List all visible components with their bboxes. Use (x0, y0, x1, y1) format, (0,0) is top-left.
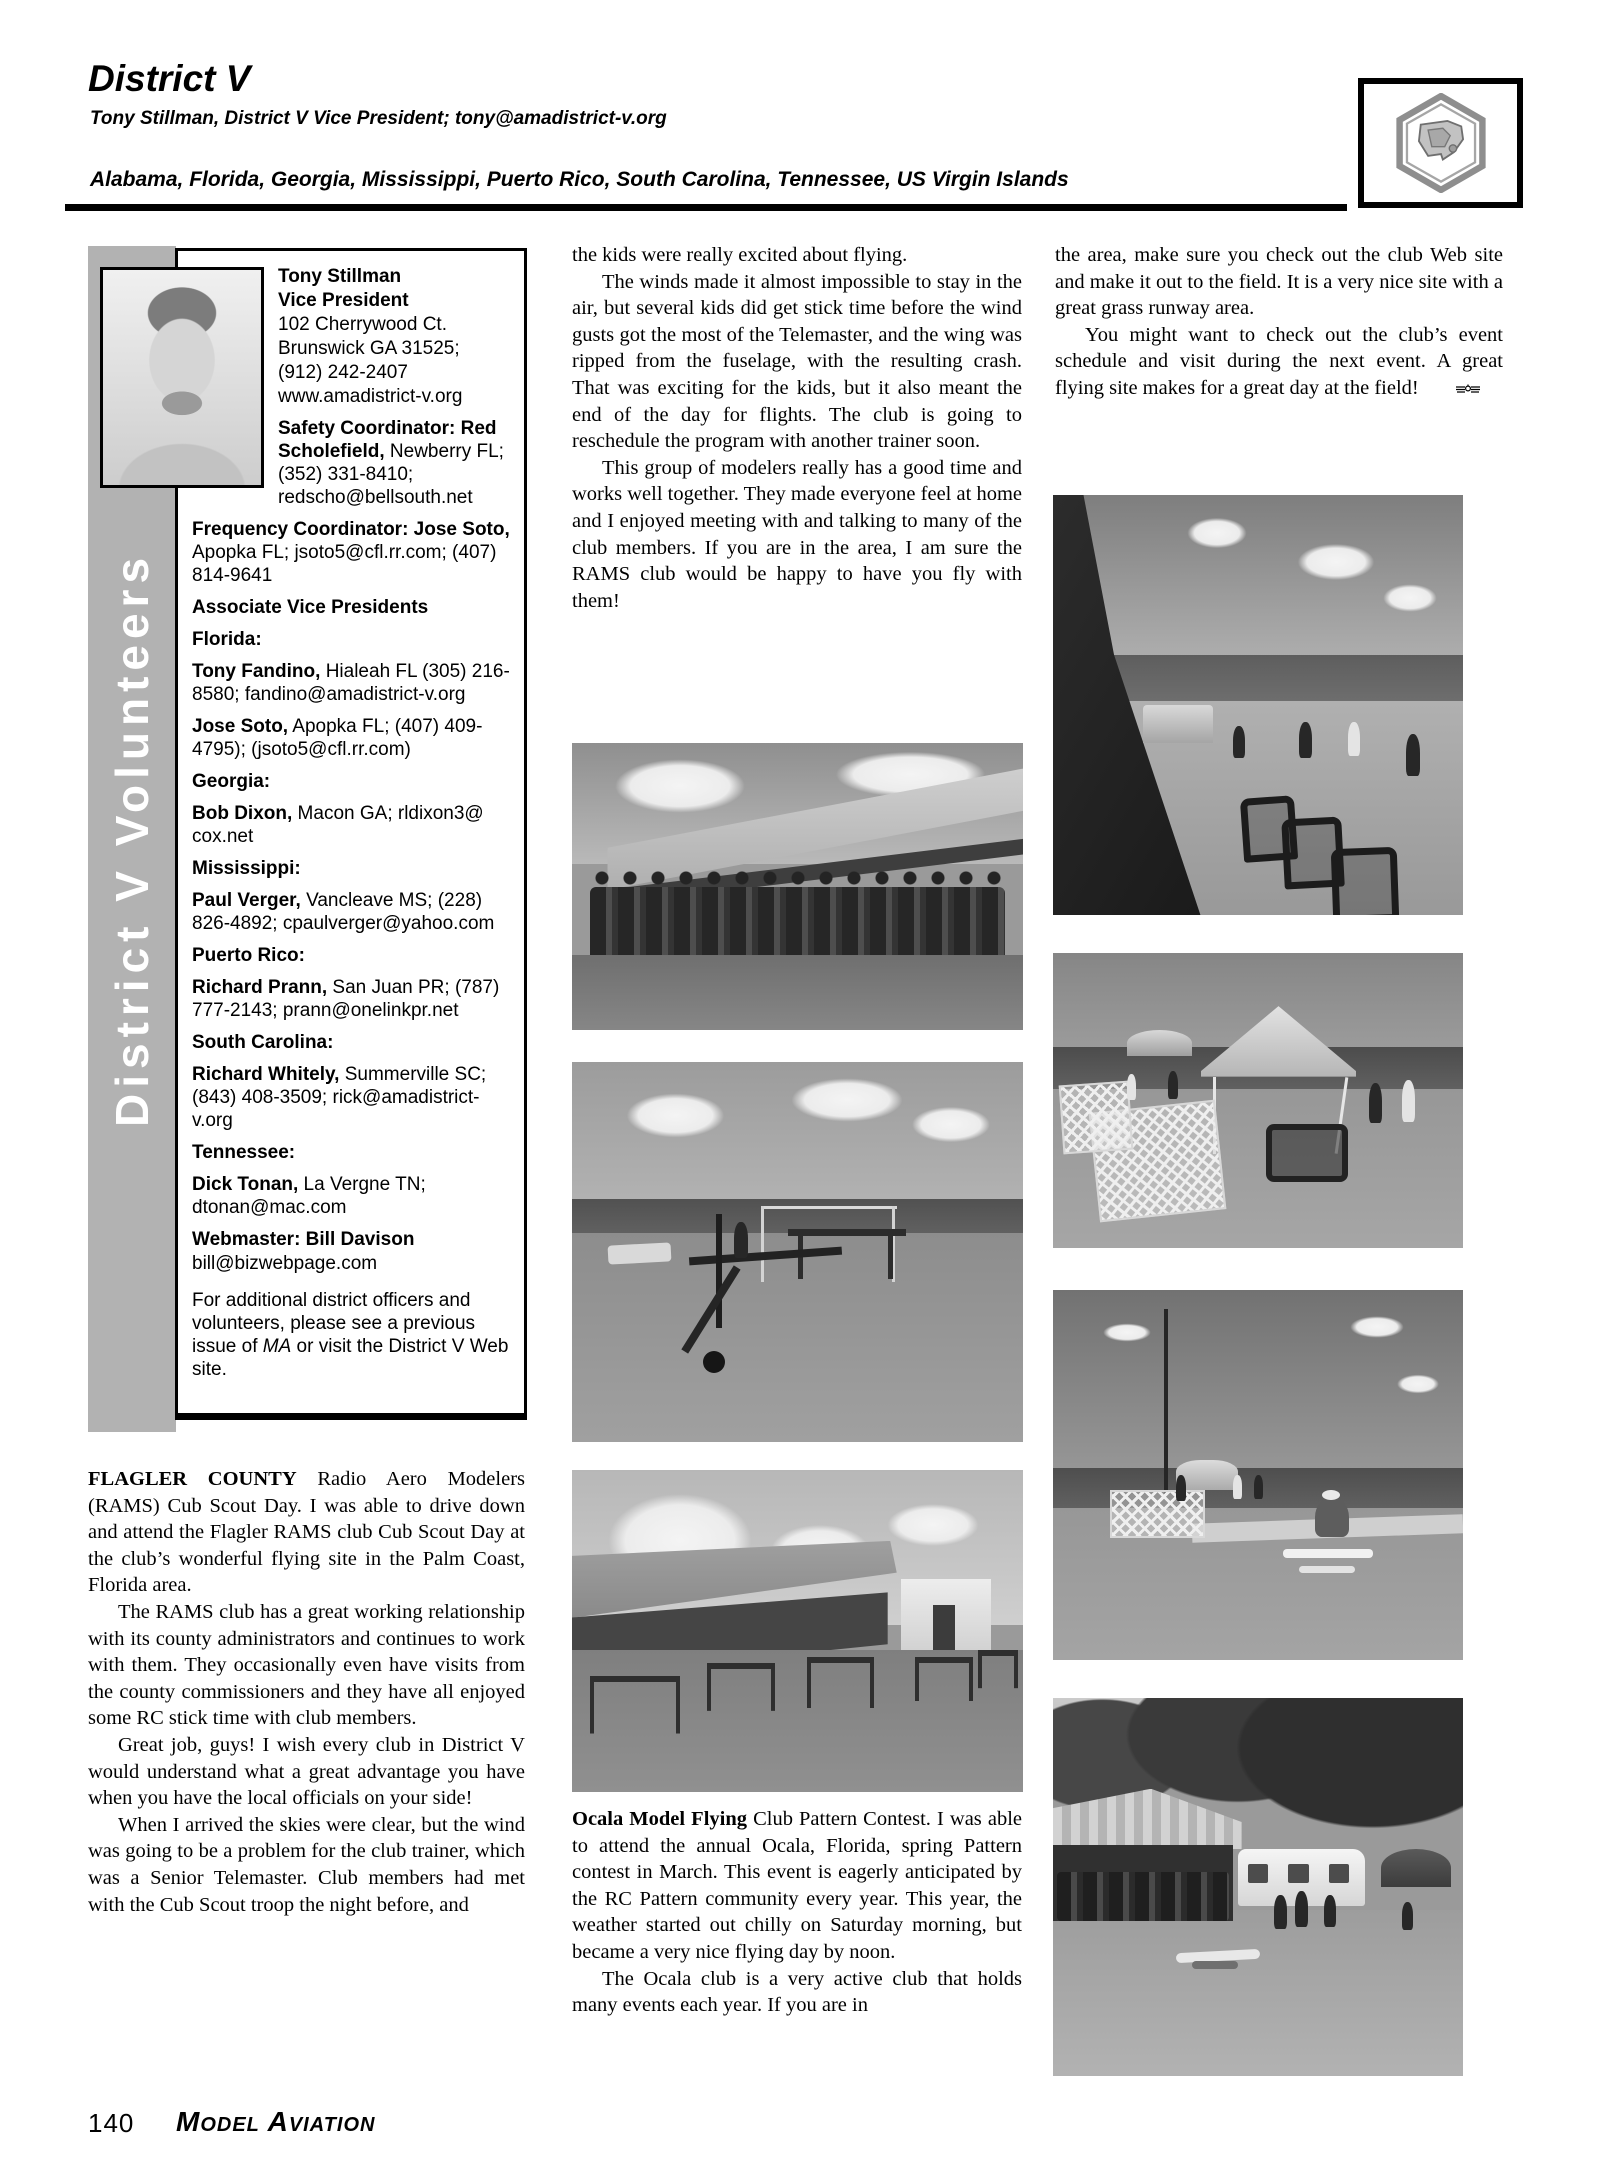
volunteer-entry: Florida: (192, 629, 262, 650)
volunteer-entry: Frequency Coordinator: Jose Soto, Apopka FL; jsoto5@cfl.rr.com; (407) 814-9641 (192, 519, 510, 586)
volunteer-entry: South Carolina: (192, 1032, 334, 1053)
district-states-line: Alabama, Florida, Georgia, Mississippi, Puerto Rico, South Carolina, Tennessee, US Virgin Islands (90, 168, 1069, 191)
volunteer-entry: Richard Whitely, Summerville SC; (843) 408-3509; rick@amadistrict-v.org (192, 1064, 487, 1131)
ama-district-v-logo (1358, 78, 1523, 208)
flight-line-chairs-photo (1053, 495, 1463, 915)
flagler-paragraph-3: Great job, guys! I wish every club in District V would understand what a great advantage you have when you have the local officials on your side! (88, 1733, 525, 1810)
flying-field-equipment-photo (572, 1062, 1023, 1442)
district-volunteers-sidebar (88, 246, 535, 1432)
hexagon-emblem-icon (1395, 93, 1487, 193)
flagler-lead-in: FLAGLER COUNTY (88, 1468, 297, 1490)
volunteer-entry: Vice President (278, 290, 409, 311)
ama-wings-icon (1425, 377, 1481, 404)
flagler-paragraph-2: The RAMS club has a great working relationship with its county administrators and continues to work with them. They occasionally even have visits from the county commissioners and they have all enjoyed some RC stick time with club members. (88, 1600, 525, 1730)
volunteer-entry: (912) 242-2407 (278, 362, 408, 383)
volunteer-entry: Bob Dixon, Macon GA; rldixon3@ cox.net (192, 803, 484, 847)
tony-stillman-portrait-photo (100, 267, 264, 488)
page-number: 140 (88, 2108, 135, 2138)
ocala-paragraph-2: The Ocala club is a very active club that holds many events each year. If you are in (572, 1967, 1022, 2017)
ocala-lead-in: Ocala Model Flying (572, 1808, 747, 1830)
mid-paragraph-2: The winds made it almost impossible to stay in the air, but several kids did get stick time before the wind gusts got the most of the Telemaster, and the wing was ripped from the fuselage, with the resulting crash. That was exciting for the kids, but it also meant the end of the day for flights. The club is going to reschedule the program with another trainer soon. (572, 270, 1022, 453)
volunteer-entry: Dick Tonan, La Vergne TN; dtonan@mac.com (192, 1174, 426, 1218)
header-rule (65, 204, 1347, 211)
volunteer-entry: Webmaster: Bill Davison (192, 1229, 415, 1250)
field-pole-and-pilot-photo (1053, 1290, 1463, 1660)
volunteer-entry: Georgia: (192, 771, 271, 792)
byline: Tony Stillman, District V Vice President; tony@amadistrict-v.org (90, 108, 667, 129)
flagler-paragraph-1: FLAGLER COUNTY Radio Aero Modelers (RAMS) Cub Scout Day. I was able to drive down and attend the Flagler RAMS club Cub Scout Day at the club’s wonderful flying site in the Palm Coast, Florida area. (88, 1468, 525, 1597)
volunteer-entry: Mississippi: (192, 858, 301, 879)
volunteer-entry: Safety Coordinator: Red Scholefield, Newberry FL; (352) 331-8410; redscho@bellsouth.net (278, 418, 504, 508)
sidebar-note: For additional district officers and volunteers, please see a previous issue of MA or visit the District V Web site. (192, 1290, 509, 1380)
volunteer-entry: Associate Vice Presidents (192, 597, 429, 618)
flagler-paragraph-4: When I arrived the skies were clear, but the wind was going to be a problem for the club trainer, which was a Senior Telemaster. Club members had met with the Cub Scout troop the night before, and (88, 1813, 525, 1916)
right-paragraph-2: You might want to check out the club’s event schedule and visit during the next event. A great flying site makes for a great day at the field! (1055, 322, 1503, 404)
volunteer-entry: Tony Fandino, Hialeah FL (305) 216-8580; fandino@amadistrict-v.org (192, 661, 510, 705)
article-column-middle-bottom (572, 1806, 1022, 2019)
volunteer-entry: Puerto Rico: (192, 945, 305, 966)
volunteer-contact-box (175, 248, 527, 1420)
volunteer-entry: Tennessee: (192, 1142, 296, 1163)
volunteer-entry: www.amadistrict-v.org (278, 386, 463, 407)
volunteer-entry: Brunswick GA 31525; (278, 338, 460, 359)
mid-paragraph-1: the kids were really excited about flying. (572, 244, 908, 266)
article-column-left (88, 1466, 525, 1918)
rams-club-group-photo (572, 743, 1023, 1030)
pavilion-crowd-camper-photo (1053, 1698, 1463, 2076)
ocala-clubhouse-photo (572, 1470, 1023, 1792)
article-column-right (1055, 242, 1503, 404)
volunteer-entry: Paul Verger, Vancleave MS; (228) 826-4892; cpaulverger@yahoo.com (192, 890, 495, 934)
page-title: District V (88, 58, 251, 99)
volunteer-entry: Tony Stillman (278, 266, 402, 287)
article-column-middle-top (572, 242, 1022, 614)
canopy-judging-area-photo (1053, 953, 1463, 1248)
magazine-title: Model Aviation (176, 2106, 376, 2137)
sidebar-vertical-label: District V Volunteers (106, 551, 158, 1127)
volunteer-entry: Richard Prann, San Juan PR; (787) 777-2143; prann@onelinkpr.net (192, 977, 500, 1021)
volunteer-entry: 102 Cherrywood Ct. (278, 314, 447, 335)
ocala-paragraph-1: Ocala Model Flying Club Pattern Contest. I was able to attend the annual Ocala, Florida, spring Pattern contest in March. This event is eagerly anticipated by the RC Pattern community every year. This year, the weather started out chilly on Saturday morning, but became a very nice flying day by noon. (572, 1808, 1022, 1963)
volunteer-entry: Jose Soto, Apopka FL; (407) 409-4795); (jsoto5@cfl.rr.com) (192, 716, 483, 760)
right-paragraph-1: the area, make sure you check out the club Web site and make it out to the field. It is a very nice site with a great grass runway area. (1055, 244, 1503, 320)
mid-paragraph-3: This group of modelers really has a good time and works well together. They made everyone feel at home and I enjoyed meeting with and talking to many of the club members. If you are in the area, I am sure the RAMS club would be happy to have you fly with them! (572, 456, 1022, 612)
volunteer-entry: bill@bizwebpage.com (192, 1253, 378, 1274)
